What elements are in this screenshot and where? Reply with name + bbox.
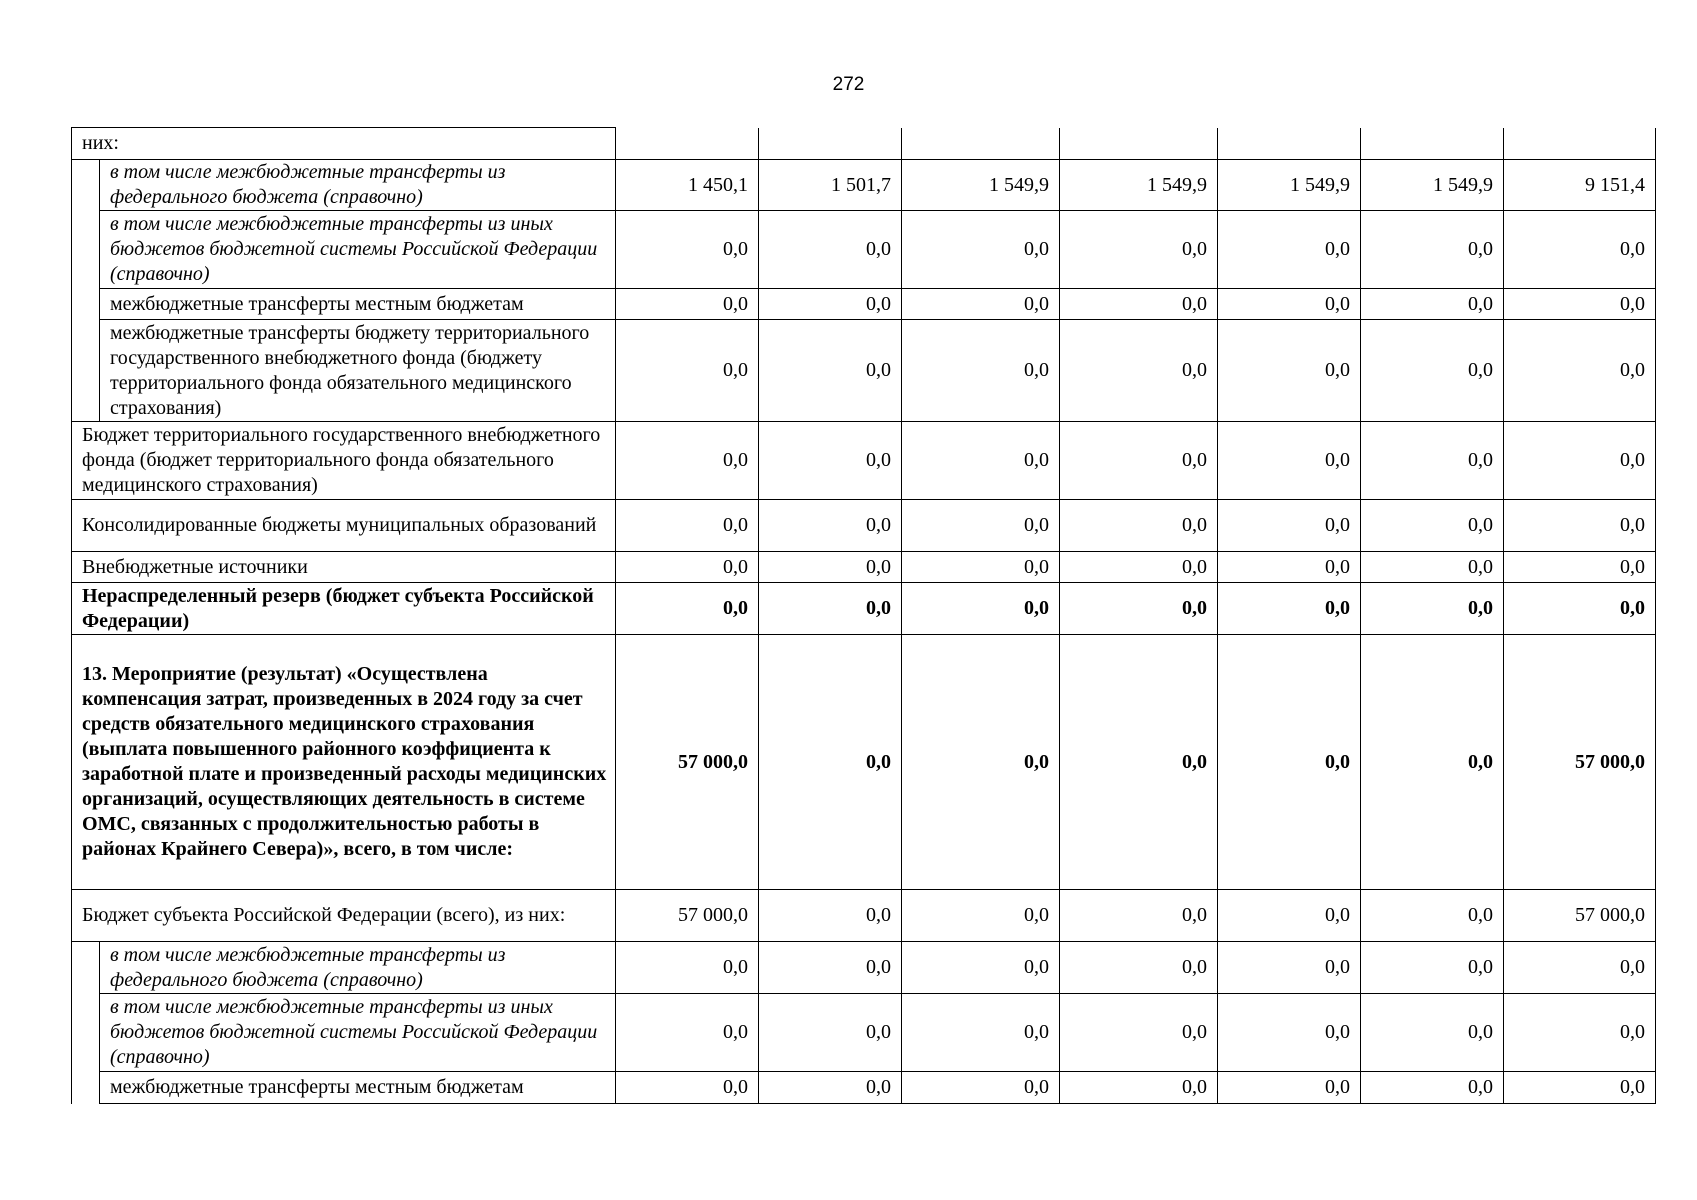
value-cell: 0,0 xyxy=(616,552,759,583)
value-cell: 0,0 xyxy=(1361,994,1504,1072)
value-cell: 1 549,9 xyxy=(1218,160,1361,211)
page-number: 272 xyxy=(832,74,865,95)
value-cell: 0,0 xyxy=(902,942,1060,994)
table-row xyxy=(72,583,1656,635)
value-cell: 0,0 xyxy=(1218,320,1361,422)
value-cell: 9 151,4 xyxy=(1504,160,1656,211)
row-label: в том числе межбюджетные трансферты из иных бюджетов бюджетной системы Российской Федерации (справочно) xyxy=(100,211,616,289)
value-cell: 0,0 xyxy=(759,942,902,994)
value-cell: 0,0 xyxy=(1218,500,1361,552)
value-cell: 0,0 xyxy=(759,1072,902,1104)
value-cell: 0,0 xyxy=(1218,890,1361,942)
value-cell: 0,0 xyxy=(902,583,1060,635)
value-cell: 0,0 xyxy=(759,552,902,583)
value-cell: 0,0 xyxy=(616,500,759,552)
row-label: Нераспределенный резерв (бюджет субъекта Российской Федерации) xyxy=(72,583,616,635)
row-label: Бюджет субъекта Российской Федерации (всего), из них: xyxy=(72,890,616,942)
row-label: Внебюджетные источники xyxy=(72,552,616,583)
row-label: межбюджетные трансферты бюджету территориального государственного внебюджетного фонда (бюджету территориального фонда обязательного медицинского страхования) xyxy=(100,320,616,422)
indent-cell xyxy=(72,289,100,320)
row-label: них: xyxy=(72,128,616,160)
value-cell: 0,0 xyxy=(902,211,1060,289)
indent-cell xyxy=(72,994,100,1072)
value-cell: 0,0 xyxy=(759,289,902,320)
value-cell: 0,0 xyxy=(1218,1072,1361,1104)
value-cell: 0,0 xyxy=(759,211,902,289)
value-cell: 0,0 xyxy=(616,422,759,500)
row-label: Бюджет территориального государственного внебюджетного фонда (бюджет территориального фонда обязательного медицинского страхования) xyxy=(72,422,616,500)
value-cell: 0,0 xyxy=(1218,994,1361,1072)
value-cell: 0,0 xyxy=(1060,552,1218,583)
value-cell: 0,0 xyxy=(1218,635,1361,890)
value-cell xyxy=(1060,128,1218,160)
value-cell: 0,0 xyxy=(1361,552,1504,583)
value-cell: 0,0 xyxy=(1218,211,1361,289)
value-cell: 0,0 xyxy=(902,552,1060,583)
value-cell: 1 549,9 xyxy=(902,160,1060,211)
value-cell: 0,0 xyxy=(1361,320,1504,422)
value-cell: 0,0 xyxy=(1504,320,1656,422)
value-cell: 0,0 xyxy=(1060,211,1218,289)
value-cell: 0,0 xyxy=(902,289,1060,320)
value-cell: 0,0 xyxy=(1060,994,1218,1072)
table-row xyxy=(72,1072,1656,1104)
value-cell: 0,0 xyxy=(759,320,902,422)
table-row xyxy=(72,320,1656,422)
value-cell: 57 000,0 xyxy=(1504,890,1656,942)
value-cell: 0,0 xyxy=(1361,942,1504,994)
row-label: Консолидированные бюджеты муниципальных образований xyxy=(72,500,616,552)
indent-cell xyxy=(72,211,100,289)
value-cell: 0,0 xyxy=(759,422,902,500)
value-cell: 0,0 xyxy=(759,890,902,942)
value-cell: 57 000,0 xyxy=(1504,635,1656,890)
value-cell: 0,0 xyxy=(902,890,1060,942)
value-cell: 1 549,9 xyxy=(1361,160,1504,211)
value-cell: 0,0 xyxy=(902,422,1060,500)
value-cell: 57 000,0 xyxy=(616,890,759,942)
value-cell: 0,0 xyxy=(1218,422,1361,500)
value-cell: 0,0 xyxy=(1504,1072,1656,1104)
value-cell xyxy=(1218,128,1361,160)
table-row xyxy=(72,422,1656,500)
row-label: в том числе межбюджетные трансферты из федерального бюджета (справочно) xyxy=(100,160,616,211)
value-cell: 0,0 xyxy=(1218,942,1361,994)
value-cell: 0,0 xyxy=(616,994,759,1072)
value-cell: 0,0 xyxy=(1504,289,1656,320)
value-cell: 0,0 xyxy=(902,320,1060,422)
budget-table-body xyxy=(72,128,1656,1104)
indent-cell xyxy=(72,160,100,211)
value-cell: 0,0 xyxy=(616,583,759,635)
value-cell: 0,0 xyxy=(1060,1072,1218,1104)
value-cell: 0,0 xyxy=(1504,211,1656,289)
row-label: 13. Мероприятие (результат) «Осуществлена компенсация затрат, произведенных в 2024 году за счет средств обязательного медицинского страхования (выплата повышенного районного коэффициента к заработной плате и произведенный расходы медицинских организаций, осуществляющих деятельность в системе ОМС, связанных с продолжительностью работы в районах Крайнего Севера)», всего, в том числе: xyxy=(72,635,616,890)
table-row xyxy=(72,635,1656,890)
value-cell: 0,0 xyxy=(1361,583,1504,635)
value-cell: 1 450,1 xyxy=(616,160,759,211)
value-cell: 0,0 xyxy=(1361,890,1504,942)
value-cell: 0,0 xyxy=(616,942,759,994)
value-cell: 0,0 xyxy=(1361,1072,1504,1104)
table-row xyxy=(72,211,1656,289)
row-label: межбюджетные трансферты местным бюджетам xyxy=(100,289,616,320)
value-cell: 0,0 xyxy=(1361,500,1504,552)
value-cell: 0,0 xyxy=(1060,635,1218,890)
table-row xyxy=(72,160,1656,211)
value-cell: 0,0 xyxy=(1060,289,1218,320)
value-cell: 0,0 xyxy=(1060,422,1218,500)
indent-cell xyxy=(72,942,100,994)
value-cell xyxy=(902,128,1060,160)
value-cell: 0,0 xyxy=(616,320,759,422)
value-cell: 0,0 xyxy=(1504,583,1656,635)
value-cell xyxy=(616,128,759,160)
table-row xyxy=(72,890,1656,942)
value-cell: 0,0 xyxy=(1218,583,1361,635)
value-cell: 1 549,9 xyxy=(1060,160,1218,211)
row-label: межбюджетные трансферты местным бюджетам xyxy=(100,1072,616,1104)
value-cell: 0,0 xyxy=(902,994,1060,1072)
value-cell: 0,0 xyxy=(759,583,902,635)
value-cell: 0,0 xyxy=(616,1072,759,1104)
value-cell: 0,0 xyxy=(1504,422,1656,500)
value-cell: 0,0 xyxy=(1060,500,1218,552)
value-cell: 0,0 xyxy=(1060,583,1218,635)
table-row xyxy=(72,128,1656,160)
value-cell: 0,0 xyxy=(1504,552,1656,583)
table-row xyxy=(72,552,1656,583)
budget-table xyxy=(71,127,1656,1104)
value-cell: 0,0 xyxy=(1361,635,1504,890)
budget-table-wrapper xyxy=(71,127,1655,1104)
value-cell: 0,0 xyxy=(759,994,902,1072)
value-cell xyxy=(1361,128,1504,160)
value-cell: 0,0 xyxy=(902,500,1060,552)
row-label: в том числе межбюджетные трансферты из федерального бюджета (справочно) xyxy=(100,942,616,994)
table-row xyxy=(72,994,1656,1072)
value-cell: 0,0 xyxy=(1060,320,1218,422)
value-cell: 1 501,7 xyxy=(759,160,902,211)
value-cell: 0,0 xyxy=(1218,552,1361,583)
value-cell: 57 000,0 xyxy=(616,635,759,890)
value-cell: 0,0 xyxy=(1504,500,1656,552)
table-row xyxy=(72,500,1656,552)
value-cell: 0,0 xyxy=(1218,289,1361,320)
value-cell: 0,0 xyxy=(1060,942,1218,994)
value-cell: 0,0 xyxy=(759,635,902,890)
value-cell: 0,0 xyxy=(1361,211,1504,289)
value-cell: 0,0 xyxy=(759,500,902,552)
indent-cell xyxy=(72,1072,100,1104)
value-cell: 0,0 xyxy=(1361,422,1504,500)
value-cell: 0,0 xyxy=(616,211,759,289)
table-row xyxy=(72,289,1656,320)
value-cell xyxy=(1504,128,1656,160)
table-row xyxy=(72,942,1656,994)
value-cell: 0,0 xyxy=(902,1072,1060,1104)
value-cell: 0,0 xyxy=(902,635,1060,890)
value-cell: 0,0 xyxy=(616,289,759,320)
value-cell: 0,0 xyxy=(1060,890,1218,942)
value-cell xyxy=(759,128,902,160)
value-cell: 0,0 xyxy=(1504,942,1656,994)
row-label: в том числе межбюджетные трансферты из иных бюджетов бюджетной системы Российской Федерации (справочно) xyxy=(100,994,616,1072)
indent-cell xyxy=(72,320,100,422)
value-cell: 0,0 xyxy=(1504,994,1656,1072)
value-cell: 0,0 xyxy=(1361,289,1504,320)
